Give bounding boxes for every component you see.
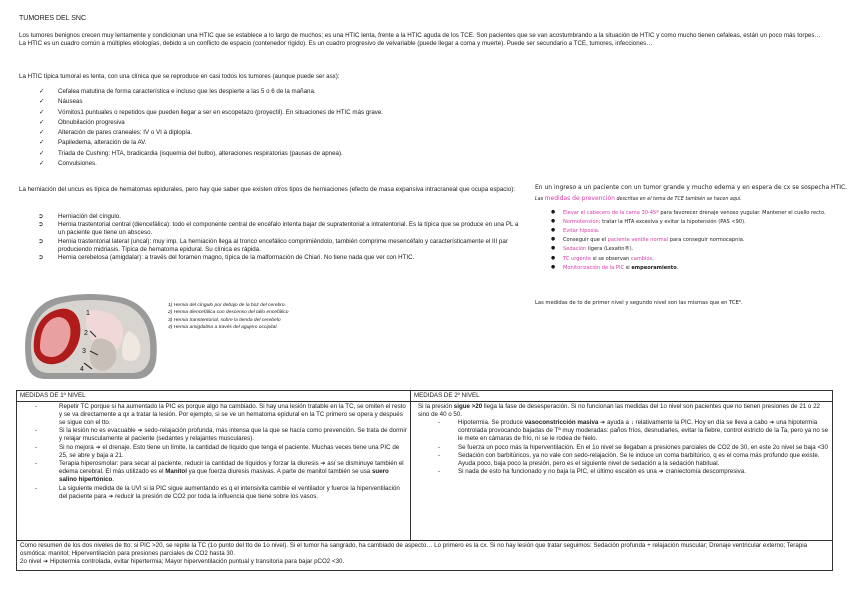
symptom-text: Náuseas xyxy=(58,98,83,106)
measure-text: Sedación con barbitúricos, ya no vale con sedo-relajación. Se le induce un coma barbitúrico, q es el coma más profundo que existe. Ayuda poco, baja poco la presión, pero es el siguiente nivel de sedación a la sedación habitual. xyxy=(458,451,820,467)
measure-item xyxy=(25,444,407,460)
symptom-text: Convulsiones. xyxy=(58,160,97,168)
prevention-item xyxy=(551,246,831,253)
sub-pre: Las xyxy=(535,197,544,202)
item-text: si xyxy=(624,264,632,271)
check-icon: ✓ xyxy=(39,108,45,116)
check-icon: ✓ xyxy=(39,88,45,95)
prevention-heading: En un ingreso a un paciente con un tumor grande y mucho edema y en espera de cx se sospecha HTIC. xyxy=(535,184,848,191)
item-highlight: Sedación xyxy=(563,246,587,253)
intro-paragraph: Los tumores benignos crecen muy lentamente y condicionan una HTIC que se establece a lo largo de muchos; es una HTIC lenta, frente a la HTIC aguda de los TCE. Son pacientes que se van acostumbrando a la situación de HTIC y como mucho tienen cefaleas, están un poco más torpes… La HTIC es un cuadro común a múltiples etiologías, debido a un conflicto de espacio (contenedor rígido). Es un cuadro progresivo de velvariable (puede llegar a coma y muerte). Puede ser secundario a TCE, tumores, infecciones… xyxy=(19,32,821,48)
bullet-icon: ● xyxy=(551,237,556,243)
page-title: TUMORES DEL SNC xyxy=(19,15,87,22)
measure-text: La siguiente medida de la UVI si la PIC sigue aumentando es q el intensivita cambie el ventilador y fuerce la hiperventilación del paciente para ➔ reducir la presión de CO2 por toda la influencia que tiene sobre los vasos. xyxy=(59,484,400,500)
level2-intro xyxy=(418,403,829,419)
item-highlight: Normotensión xyxy=(563,219,599,226)
measure-text: Si no mejora ➔ el drenaje. Esto tiene un límite, la cantidad de líquido que tenga el paciente. Muchas veces tiene una PIC de 25, se abre y baja a 21. xyxy=(59,443,400,459)
measure-text: Se fuerza un poco más la hiperventilación. En el 1o nivel se llegaban a presiones parciales de CO2 de 30, en este 2o nivel se baja <30 xyxy=(458,443,828,451)
item-highlight: Elevar el cabecero de la cama 30-45º xyxy=(563,210,659,216)
symptom-list xyxy=(39,88,383,170)
measures-table xyxy=(16,390,833,571)
item-text: para favorecer drenaje venoso yugular. Mantener el cuello recto. xyxy=(658,210,826,216)
herniation-text: Hernia cerebelosa (amigdalar): a través del foramen magno, típica de la malformación de Chiari. No tiene nada que ver con HTIC. xyxy=(58,253,415,261)
item-text: . xyxy=(652,255,654,262)
measure-text: Si nada de esto ha funcionado y no baja la PIC, el último escalón es una ➔ craniectomía descompresiva. xyxy=(458,468,746,476)
dash-bullet: - xyxy=(35,402,38,410)
measure-item xyxy=(25,427,407,443)
arrow-bullet-icon: ➲ xyxy=(38,213,44,220)
level2-cell xyxy=(411,401,833,540)
brain-number-1: 1 xyxy=(86,310,90,317)
bullet-icon: ● xyxy=(551,246,556,252)
herniation-item xyxy=(38,238,523,254)
brain-herniation-image xyxy=(20,291,163,382)
symptom-item xyxy=(39,119,383,129)
brain-number-3: 3 xyxy=(82,348,86,355)
symptom-item xyxy=(39,98,383,108)
measure-item xyxy=(25,460,407,485)
sub-pink: medidas de prevención xyxy=(544,195,615,202)
summary-line: Como resumen de los dos niveles de tto: si PIC >20, se repite la TC (1o punto del tto de 1o nivel). Si el tumor ha sangrado, ha cambiado de aspecto… Lo primero es la cx. Si no hay lesión que tratar seguimos: Sedación profunda + relajación muscular; Drenaje ventricular externo; Terapia osmótica: manitol; Hiperventilación para presiones parciales de CO2 hasta 30. xyxy=(20,541,808,557)
herniation-item xyxy=(38,213,523,221)
symptom-item xyxy=(39,129,383,139)
brain-legend-line: 4) Hernia amigdalina a través del agujero occipital. xyxy=(168,324,278,330)
dash-bullet: - xyxy=(438,468,441,476)
arrow-bullet-icon: ➲ xyxy=(38,253,44,261)
symptom-text: Triada de Cushing: HTA, bradicardia (isquemia del bulbo), alteraciones respiratorias (pausas de apnea). xyxy=(58,149,343,157)
prevention-item xyxy=(551,265,831,272)
dash-bullet: - xyxy=(35,460,38,467)
prevention-item xyxy=(551,219,831,226)
bullet-icon: ● xyxy=(551,228,556,234)
symptom-item xyxy=(39,109,383,119)
summary-cell xyxy=(17,540,833,570)
measure-item xyxy=(25,485,407,501)
prevention-item xyxy=(551,210,831,217)
item-text: . xyxy=(676,264,679,271)
herniation-text: Hernia trastentorial lateral (uncal): muy imp. La herniación llega al tronco encefálico comprimiéndolo, también comprime mesencéfalo y característicamente el III par produciendo midriasis. Típica de hematoma epidural. Su clínica es rápida. xyxy=(58,237,508,253)
prevention-item xyxy=(551,237,831,244)
dash-bullet: - xyxy=(438,419,441,427)
symptom-text: Alteración de pares craneales: IV o VI à diplopía. xyxy=(58,129,193,137)
prevention-item xyxy=(551,228,831,235)
symptom-item xyxy=(39,88,383,98)
measure-bold: vasoconstricción masiva xyxy=(524,419,599,427)
check-icon: ✓ xyxy=(39,98,45,106)
measure-text: Hipotermia. Se produce vasoconstricción masiva ➔ ayuda a ↓ relativamente la PIC. Hoy en día se lleva a cabo ➔ una hipotermia controlada provocando bajadas de Tª muy moderadas: paños fríos, desnudarles, evitar la fiebre, control estricto de la Ta, pero ya no se le mete en cámaras de frío, ni se le rodea de hielo. xyxy=(458,419,829,443)
symptom-text: Papiledema, alteración de la AV. xyxy=(58,139,147,147)
herniation-text: Hernia trastentorial central (diencefálica): todo el componente central de encéfalo intenta bajar de supratentorial a intratentorial. Es la típica que se produce en una PL a un paciente que tiene un absceso. xyxy=(58,221,519,237)
check-icon: ✓ xyxy=(39,118,45,126)
dash-bullet: - xyxy=(438,451,441,459)
item-text: si se observan xyxy=(590,255,631,262)
item-highlight: Evitar hipoxia. xyxy=(563,228,600,235)
measure-item xyxy=(414,444,829,452)
bullet-icon: ● xyxy=(551,210,556,215)
item-highlight: cambios xyxy=(630,255,653,262)
symptom-item xyxy=(39,150,383,160)
measure-item xyxy=(25,403,407,428)
bullet-icon: ● xyxy=(551,264,556,270)
sub-post: descritas en el tema de TCE también se hacen aquí. xyxy=(616,197,742,202)
brain-legend-line: 3) Hernia transtentorial, sobre la tienda del cerebelo xyxy=(168,317,281,323)
measure-bold: suero salino hipertónico xyxy=(59,468,389,484)
symptom-item xyxy=(39,160,383,170)
measure-text: Si la lesión no es evacuable ➔ sedo-relajación profunda, más intensa que la que se hacía como prevención. Se trata de dormir y relajar musculamente al paciente (sedantes y relajantes musculares). xyxy=(59,427,407,443)
bullet-icon: ● xyxy=(551,255,556,261)
check-icon: ✓ xyxy=(39,160,45,168)
measure-text: Repetir TC porque si ha aumentado la PIC es porque algo ha cambiado. Si hay una lesión tratable en la TC, se omiten el resto y se va directamente a qx a tratar la lesión. Por ejemplo, si se ve un hematoma epidural en la TC primero se opera y después se sigue con el tto. xyxy=(59,402,406,427)
symptom-text: Vómitos1 puntuales o repetidos que pueden llegar a ser en escopetazo (proyectil). En situaciones de HTIC más grave. xyxy=(58,108,384,116)
measure-bold: Manitol xyxy=(165,468,187,476)
item-text: : tratar la HTA excesiva y evitar la hipotensión (PAS <90). xyxy=(598,219,746,226)
measure-item xyxy=(414,419,829,444)
summary-line: 2o nivel ➔ Hipotermia controlada, evitar hipertermia; Mayor hiperventilación puntual y transitoria para bajar pCO2 <30. xyxy=(20,558,345,566)
symptom-text: Obnubilación progresiva xyxy=(58,118,125,126)
prevention-footer: Las medidas de to de primer nivel y segundo nivel son las mismas que en TCE². xyxy=(535,300,743,306)
intro-post: llega la fase de desesperación. Si no funcionan las medidas del 1o nivel son pacientes que no tienen presiones de 21 o 22 sino de 40 o 50. xyxy=(418,402,820,418)
arrow-bullet-icon: ➲ xyxy=(38,237,44,245)
bullet-icon: ● xyxy=(551,219,556,225)
check-icon: ✓ xyxy=(39,149,45,157)
item-highlight: Monitorización de la PIC xyxy=(563,264,625,271)
item-bold: empeoramiento xyxy=(631,264,677,271)
dash-bullet: - xyxy=(35,443,38,451)
item-text: ligera (Lexatin®). xyxy=(586,246,634,253)
item-highlight: TC urgente xyxy=(563,255,591,262)
level1-cell xyxy=(17,401,411,540)
level1-header: MEDIDAS DE 1º NIVEL xyxy=(17,391,411,402)
intro-pre: Si la presión xyxy=(418,402,454,410)
check-icon: ✓ xyxy=(39,129,45,137)
herniation-item xyxy=(38,221,523,237)
item-pre: Conseguir que el xyxy=(563,237,608,244)
measure-item xyxy=(414,452,829,468)
brain-number-2: 2 xyxy=(84,330,88,337)
prevention-item xyxy=(551,256,831,263)
dash-bullet: - xyxy=(35,484,38,492)
herniation-item xyxy=(38,254,523,262)
intro-bold: sigue >20 xyxy=(453,402,483,410)
prevention-subheading xyxy=(535,195,742,203)
item-highlight: paciente ventile normal xyxy=(607,237,669,244)
brain-legend-line: 1) Hernia del cíngulo por debajo de la hoz del cerebro. xyxy=(168,303,286,308)
prevention-list xyxy=(551,210,831,274)
herniation-list xyxy=(38,213,523,262)
check-icon: ✓ xyxy=(39,139,45,147)
symptom-text: Cefalea matutina de forma característica e incluso que les despierte a las 5 o 6 de la mañana. xyxy=(58,88,316,95)
typical-intro: La HTIC típica tumoral es lenta, con una clínica que se reproduce en casi todos los tumores (aunque puede ser asx): xyxy=(19,73,340,80)
herniation-intro: La herniación del uncus es típica de hematomas epidurales, pero hay que saber que existen otros tipos de herniaciones (efecto de masa expansiva intracraneal que ocupa espacio): xyxy=(19,186,515,193)
arrow-bullet-icon: ➲ xyxy=(38,221,44,229)
dash-bullet: - xyxy=(35,427,38,435)
brain-number-4: 4 xyxy=(80,366,84,373)
measure-item xyxy=(414,468,829,476)
brain-legend xyxy=(168,302,288,331)
brain-legend-line: 2) Hernia diencefálica con descenso del tallo encefálico xyxy=(168,310,289,316)
symptom-item xyxy=(39,139,383,149)
item-text: para conseguir normocapnia. xyxy=(668,237,745,244)
measure-text: Terapia hiperosmolar: para secar al paciente, reducir la cantidad de líquidos y forzar la diuresis ➔ así se disminuye también el edema cerebral. El más utilizado es el Manitol ya que fuerza diuresis masivas. A parte de manitol también se usa suero salino hipertónico. xyxy=(59,460,404,484)
dash-bullet: - xyxy=(438,443,441,451)
level2-header: MEDIDAS DE 2º NIVEL xyxy=(411,391,833,402)
herniation-text: Herniación del cíngulo. xyxy=(58,213,121,220)
